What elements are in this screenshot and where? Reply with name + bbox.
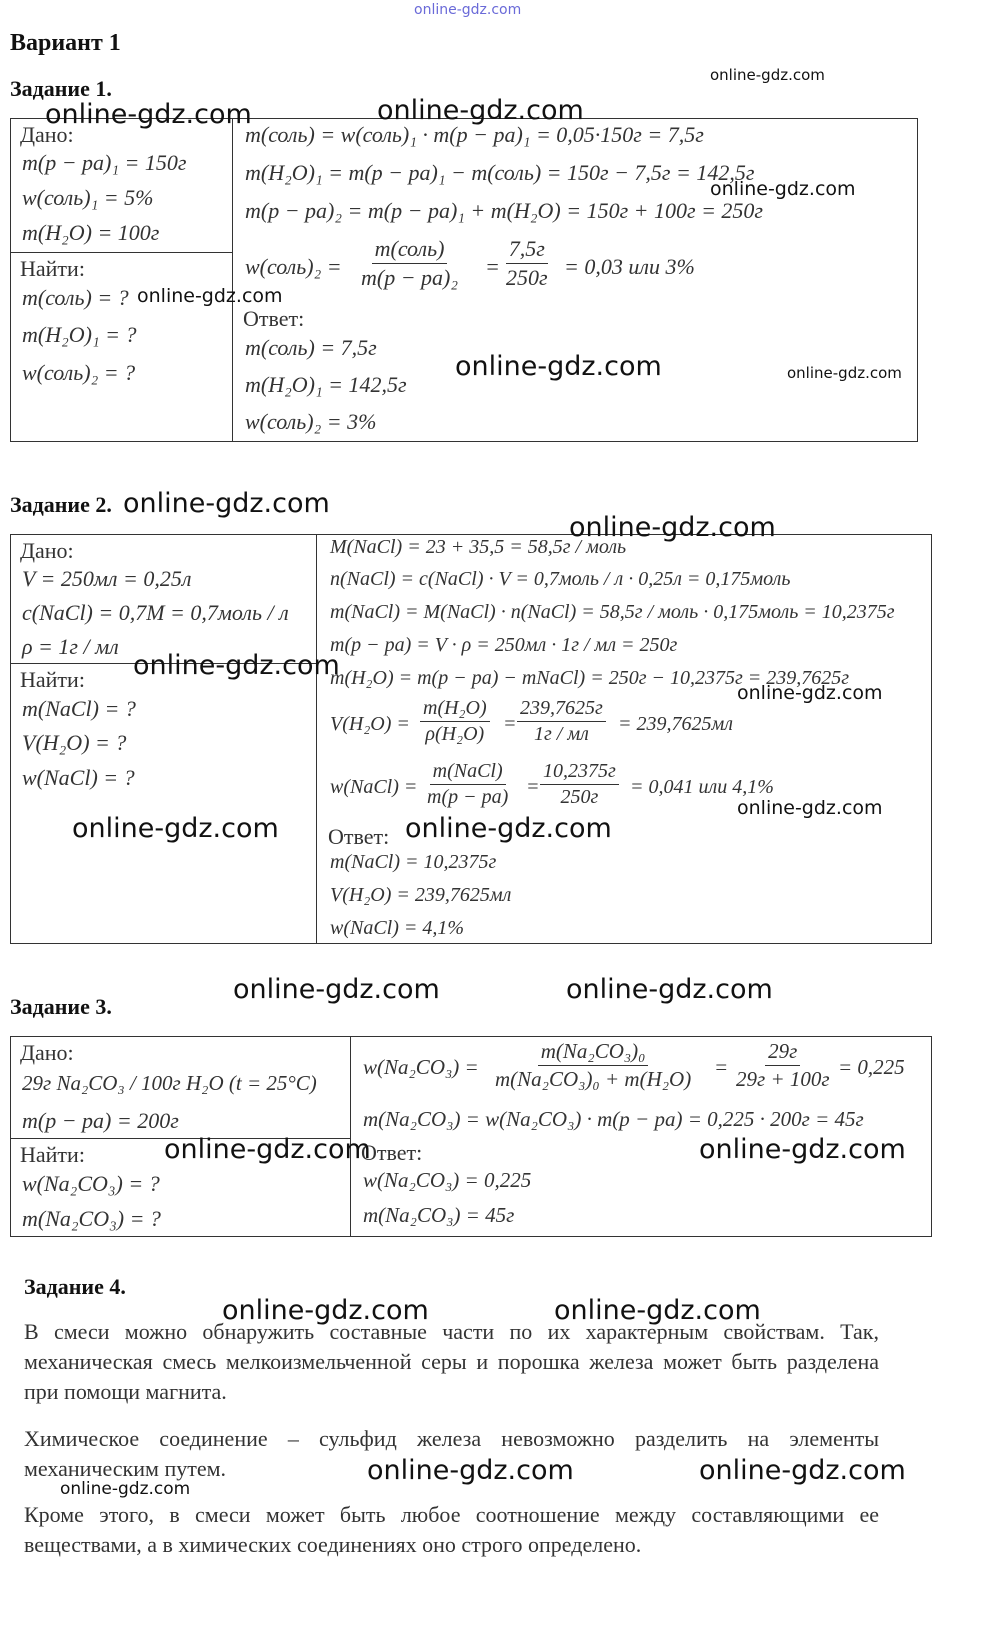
task2-fractionB-denominator: 250г (560, 786, 599, 808)
task1-equals: = (485, 254, 500, 279)
task1-fraction-denominator: m(p − pa)₂ (361, 265, 459, 290)
watermark: online-gdz.com (787, 364, 902, 382)
task3-fraction-rhs: = 0,225 (838, 1055, 905, 1079)
task2-fractionB-lhs: w(NaCl) = (330, 776, 418, 798)
task1-answer-label: Ответ: (243, 306, 305, 331)
task2-solution-line: m(NaCl) = M(NaCl) · n(NaCl) = 58,5г / моль · 0,175моль = 10,2375г (330, 601, 895, 623)
watermark: online-gdz.com (737, 797, 883, 819)
task1-find-item: m(H₂O)₁ = ? (22, 322, 137, 347)
task1-given-item: m(H₂O) = 100г (22, 220, 160, 245)
task2-fractionB-rhs: = 0,041 или 4,1% (630, 776, 774, 798)
task3-fraction-numerator: 29г (765, 1039, 800, 1066)
watermark: online-gdz.com (377, 95, 584, 126)
task3-given-item: 29г Na₂CO₃ / 100г H₂O (t = 25°C) (22, 1071, 317, 1095)
task2-fractionB-denominator: m(p − pa) (427, 786, 509, 808)
watermark: online-gdz.com (405, 813, 612, 844)
variant-title: Вариант 1 (10, 30, 121, 56)
task1-answer-item: m(H₂O)₁ = 142,5г (245, 372, 407, 397)
watermark: online-gdz.com (133, 650, 340, 681)
task1-fraction (358, 236, 461, 291)
watermark: online-gdz.com (554, 1295, 761, 1326)
task1-solution-line: m(H₂O)₁ = m(p − pa)₁ − m(соль) = 150г − 7,5г = 142,5г (245, 160, 755, 185)
task2-solution-line: M(NaCl) = 23 + 35,5 = 58,5г / моль (330, 536, 627, 558)
task1-solution-line: m(p − pa)₂ = m(p − pa)₁ + m(H₂O) = 150г + 100г = 250г (245, 198, 764, 223)
watermark: online-gdz.com (123, 488, 330, 519)
watermark: online-gdz.com (367, 1455, 574, 1486)
watermark: online-gdz.com (455, 351, 662, 382)
task2-answer-label: Ответ: (328, 824, 390, 849)
watermark: online-gdz.com (710, 178, 856, 200)
task3-heading: Задание 3. (10, 994, 112, 1019)
task4-heading: Задание 4. (24, 1274, 126, 1299)
task3-fraction-numerator: m(Na₂CO₃)₀ (538, 1039, 649, 1066)
task3-answer-item: m(Na₂CO₃) = 45г (363, 1203, 515, 1227)
task2-fractionA-rhs: = 239,7625мл (618, 713, 733, 735)
task2-equals: = (526, 776, 540, 798)
watermark: online-gdz.com (164, 1134, 371, 1165)
task2-fractionB-numerator: 10,2375г (540, 760, 619, 785)
task2-given-item: ρ = 1г / мл (22, 634, 119, 659)
task2-fractionA (420, 697, 490, 746)
task2-solution-line: m(H₂O) = m(p − pa) − mNaCl) = 250г − 10,2375г = 239,7625г (330, 667, 850, 689)
task2-fractionA (517, 697, 606, 746)
task3-equals: = (714, 1055, 729, 1079)
task1-fraction-lhs: w(соль)₂ = (245, 254, 342, 279)
watermark: online-gdz.com (45, 99, 252, 130)
task3-given-item: m(p − pa) = 200г (22, 1108, 179, 1133)
watermark: online-gdz.com (737, 682, 883, 704)
task2-equals: = (503, 713, 517, 735)
task1-given-label: Дано: (20, 122, 74, 147)
watermark: online-gdz.com (233, 974, 440, 1005)
task4-paragraph: Химическое соединение – сульфид железа невозможно разделить на элементы механическим путем. (24, 1426, 879, 1481)
task3-answer-item: w(Na₂CO₃) = 0,225 (363, 1168, 532, 1192)
watermark: online-gdz.com (699, 1455, 906, 1486)
task2-fractionA-numerator: 239,7625г (517, 697, 606, 722)
watermark: online-gdz.com (699, 1134, 906, 1165)
task2-find-item: w(NaCl) = ? (22, 765, 135, 790)
task1-find-item: m(соль) = ? (22, 285, 129, 310)
watermark: online-gdz.com (566, 974, 773, 1005)
task3-fraction-denominator: 29г + 100г (736, 1067, 830, 1091)
task2-given-item: c(NaCl) = 0,7M = 0,7моль / л (22, 600, 289, 625)
watermark: online-gdz.com (569, 512, 776, 543)
task3-find-label: Найти: (20, 1142, 85, 1167)
task2-find-item: m(NaCl) = ? (22, 696, 136, 721)
task1-divider (232, 118, 233, 441)
task2-given-item: V = 250мл = 0,25л (22, 566, 192, 591)
watermark-top: online-gdz.com (414, 2, 522, 18)
task2-given-label: Дано: (20, 538, 74, 563)
task2-fractionB (424, 760, 511, 809)
task1-fraction (503, 236, 551, 291)
task1-answer-item: w(соль)₂ = 3% (245, 409, 377, 434)
task1-find-item: w(соль)₂ = ? (22, 360, 136, 385)
task2-heading: Задание 2. (10, 492, 112, 517)
task1-find-label: Найти: (20, 256, 85, 281)
task4-paragraph: В смеси можно обнаружить составные части по их характерным свойствам. Так, механическая смесь мелкоизмельченной серы и порошка железа может быть разделена при помощи магнита. (24, 1319, 879, 1404)
task2-divider (316, 534, 317, 943)
task2-fractionB-numerator: m(NaCl) (430, 760, 506, 785)
task1-given-item: m(p − pa)₁ = 150г (22, 150, 187, 175)
task2-solution-line: m(p − pa) = V · ρ = 250мл · 1г / мл = 250г (330, 634, 678, 656)
watermark: online-gdz.com (710, 66, 825, 84)
task3-fraction (492, 1039, 694, 1092)
task3-fraction (733, 1039, 833, 1092)
task2-fractionB (540, 760, 619, 809)
task3-fraction-denominator: m(Na₂CO₃)₀ + m(H₂O) (495, 1067, 692, 1091)
task1-heading: Задание 1. (10, 76, 112, 101)
watermark: online-gdz.com (72, 813, 279, 844)
task2-answer-item: w(NaCl) = 4,1% (330, 917, 465, 939)
task3-given-label: Дано: (20, 1040, 74, 1065)
task2-answer-item: m(NaCl) = 10,2375г (330, 851, 497, 873)
task1-solution-line: m(соль) = w(соль)₁ · m(p − pa)₁ = 0,05·150г = 7,5г (245, 122, 704, 147)
task4-paragraph: Кроме этого, в смеси может быть любое соотношение между составляющими ее веществами, а в химических соединениях оно строго определено. (24, 1502, 879, 1557)
task3-fraction-lhs: w(Na₂CO₃) = (363, 1055, 479, 1079)
task1-fraction-numerator: 7,5г (506, 236, 548, 264)
task1-given-find-divider (10, 252, 232, 253)
task3-solution-line: m(Na₂CO₃) = w(Na₂CO₃) · m(p − pa) = 0,225 · 200г = 45г (363, 1107, 864, 1131)
task2-find-item: V(H₂O) = ? (22, 730, 127, 755)
task3-find-item: m(Na₂CO₃) = ? (22, 1206, 161, 1231)
watermark: online-gdz.com (222, 1295, 429, 1326)
watermark: online-gdz.com (60, 1479, 191, 1499)
task2-answer-item: V(H₂O) = 239,7625мл (330, 884, 512, 906)
watermark: online-gdz.com (137, 285, 283, 307)
task1-fraction-rhs: = 0,03 или 3% (564, 254, 695, 279)
task3-find-item: w(Na₂CO₃) = ? (22, 1171, 160, 1196)
task1-answer-item: m(соль) = 7,5г (245, 335, 377, 360)
task2-fractionA-lhs: V(H₂O) = (330, 713, 410, 735)
task1-given-item: w(соль)₁ = 5% (22, 185, 154, 210)
task3-answer-label: Ответ: (361, 1140, 423, 1165)
task2-fractionA-numerator: m(H₂O) (420, 697, 490, 722)
task1-fraction-denominator: 250г (506, 265, 548, 290)
task2-fractionA-denominator: ρ(H₂O) (425, 723, 485, 745)
task1-fraction-numerator: m(соль) (372, 236, 448, 264)
task2-solution-line: n(NaCl) = c(NaCl) · V = 0,7моль / л · 0,25л = 0,175моль (330, 568, 791, 590)
task2-fractionA-denominator: 1г / мл (533, 723, 589, 745)
task2-find-label: Найти: (20, 667, 85, 692)
